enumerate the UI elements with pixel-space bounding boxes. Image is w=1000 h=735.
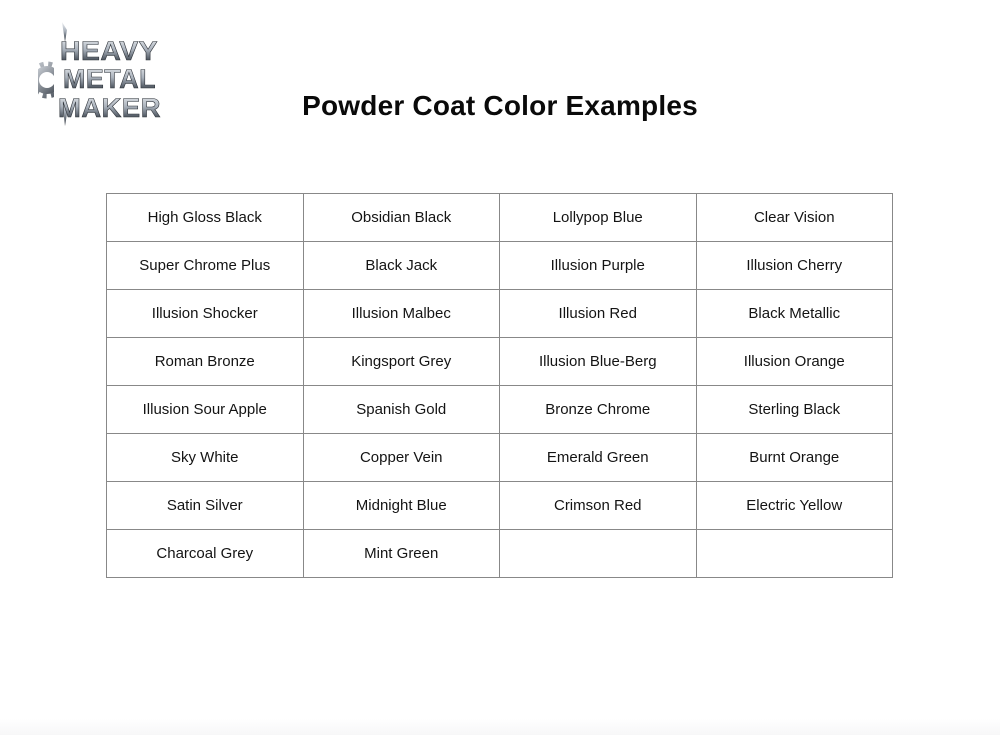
color-name-cell: Kingsport Grey bbox=[303, 338, 500, 386]
color-name-cell: Electric Yellow bbox=[696, 482, 893, 530]
color-name-cell: Illusion Blue-Berg bbox=[500, 338, 697, 386]
color-name-cell: Burnt Orange bbox=[696, 434, 893, 482]
color-name-cell: Copper Vein bbox=[303, 434, 500, 482]
empty-cell bbox=[696, 530, 893, 578]
empty-cell bbox=[500, 530, 697, 578]
color-name-cell: Crimson Red bbox=[500, 482, 697, 530]
color-name-cell: Emerald Green bbox=[500, 434, 697, 482]
color-name-cell: Black Metallic bbox=[696, 290, 893, 338]
color-name-cell: Illusion Shocker bbox=[107, 290, 304, 338]
table-row bbox=[107, 386, 893, 434]
table-row bbox=[107, 434, 893, 482]
color-name-cell: Bronze Chrome bbox=[500, 386, 697, 434]
page-title: Powder Coat Color Examples bbox=[302, 90, 698, 121]
color-name-cell: Black Jack bbox=[303, 242, 500, 290]
color-table bbox=[106, 193, 893, 578]
color-name-cell: Illusion Sour Apple bbox=[107, 386, 304, 434]
table-row bbox=[107, 482, 893, 530]
color-name-cell: Midnight Blue bbox=[303, 482, 500, 530]
logo-line-heavy: HEAVY bbox=[60, 36, 158, 66]
color-name-cell: Lollypop Blue bbox=[500, 194, 697, 242]
color-name-cell: Roman Bronze bbox=[107, 338, 304, 386]
color-name-cell: Charcoal Grey bbox=[107, 530, 304, 578]
color-name-cell: High Gloss Black bbox=[107, 194, 304, 242]
logo-line-maker: MAKER bbox=[58, 93, 161, 123]
color-name-cell: Illusion Malbec bbox=[303, 290, 500, 338]
color-name-cell: Illusion Cherry bbox=[696, 242, 893, 290]
table-row bbox=[107, 290, 893, 338]
table-row bbox=[107, 338, 893, 386]
color-name-cell: Super Chrome Plus bbox=[107, 242, 304, 290]
table-row bbox=[107, 194, 893, 242]
color-name-cell: Illusion Purple bbox=[500, 242, 697, 290]
color-name-cell: Clear Vision bbox=[696, 194, 893, 242]
color-name-cell: Mint Green bbox=[303, 530, 500, 578]
table-row bbox=[107, 242, 893, 290]
color-table-body bbox=[107, 194, 893, 578]
page-bottom-edge bbox=[0, 719, 1000, 735]
color-name-cell: Spanish Gold bbox=[303, 386, 500, 434]
color-name-cell: Obsidian Black bbox=[303, 194, 500, 242]
logo-line-metal: METAL bbox=[63, 64, 156, 94]
color-name-cell: Sterling Black bbox=[696, 386, 893, 434]
color-name-cell: Illusion Orange bbox=[696, 338, 893, 386]
table-row bbox=[107, 530, 893, 578]
color-name-cell: Satin Silver bbox=[107, 482, 304, 530]
color-name-cell: Illusion Red bbox=[500, 290, 697, 338]
color-name-cell: Sky White bbox=[107, 434, 304, 482]
